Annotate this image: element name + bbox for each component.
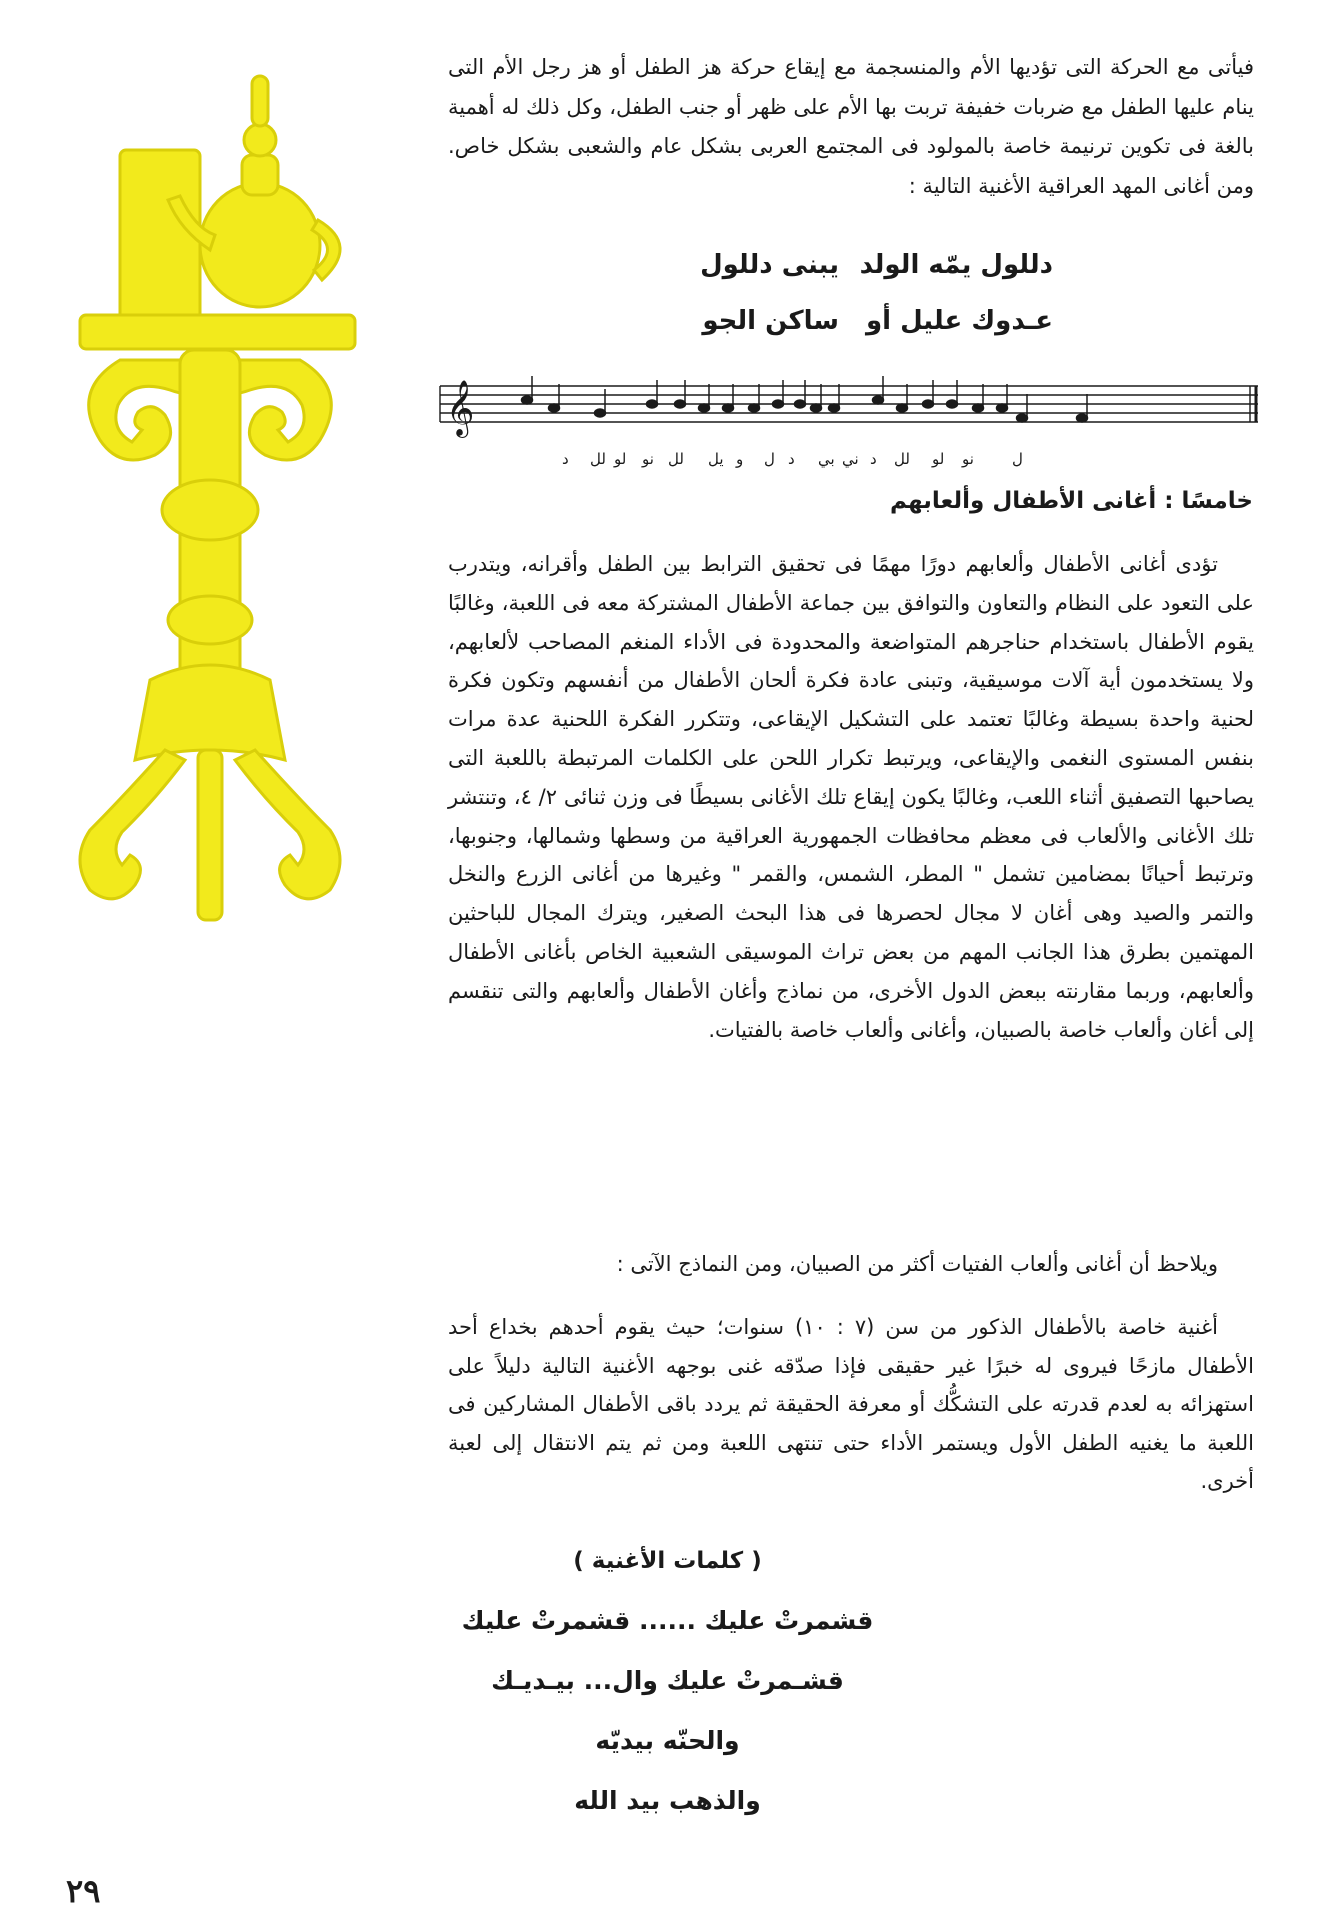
note-head	[947, 400, 958, 408]
ornament-shapes	[80, 76, 355, 920]
notes	[522, 376, 1088, 422]
syllable-label: ل	[1012, 450, 1023, 468]
note-head	[723, 404, 734, 412]
note-head	[595, 409, 606, 417]
lullaby-verse-1a: دللول يمّه الولد	[859, 250, 1053, 280]
note-head	[675, 400, 686, 408]
syllable-label: د	[562, 450, 569, 468]
note-head	[873, 396, 884, 404]
note-paragraph	[448, 1245, 1254, 1285]
note-head	[795, 400, 806, 408]
boys-paragraph	[448, 1308, 1254, 1501]
note-paragraph-text: ويلاحظ أن أغانى وألعاب الفتيات أكثر من الصبيان، ومن النماذج الآتى :	[616, 1252, 1218, 1276]
note-head	[997, 404, 1008, 412]
music-notation	[432, 372, 1262, 472]
syllable-label: لل	[668, 450, 684, 468]
boys-paragraph-text: أغنية خاصة بالأطفال الذكور من سن (٧ : ١٠) سنوات؛ حيث يقوم أحدهم بخداع أحد الأطفال مازحًا فيروى له خبرًا غير حقيقى فإذا صدّقه غنى بوجهه الأغنية التالية دليلاً على استهزائه به لعدم قدرته على التشكُّك أو معرفة الحقيقة ثم يردد باقى الأطفال المشاركين فى اللعبة ما يغنيه الطفل الأول ويستمر الأداء حتى تنتهى اللعبة ومن ثم يتم الانتقال إلى لعبة أخرى.	[448, 1315, 1254, 1494]
lullaby-verse-1b: يبنى دللول	[700, 250, 839, 280]
song-line-2: قشـمرتْ عليك وال... بيـديـك	[491, 1666, 844, 1695]
staff-lines	[440, 386, 1258, 422]
main-paragraph-text: تؤدى أغانى الأطفال وألعابهم دورًا مهمًا فى تحقيق الترابط بين الطفل وأقرانه، ويتدرب على التعود على النظام والتعاون والتوافق بين جماعة الأطفال المشتركة معه فى اللعبة، وغالبًا يقوم الأطفال باستخدام حناجرهم المتواضعة والمحدودة فى الأداء المنغم المصاحب لألعابهم، ولا يستخدمون أية آلات موسيقية، وتبنى عادة فكرة ألحان الأطفال من أنفسهم وتكون فكرة لحنية واحدة بسيطة وغالبًا تعتمد على التشكيل الإيقاعى، وتتكرر الفكرة اللحنية عدة مرات بنفس المستوى النغمى والإيقاعى، ويرتبط تكرار اللحن على الكلمات المرتبطة باللعبة التى يصاحبها التصفيق أثناء اللعب، وغالبًا يكون إيقاع تلك الأغانى بسيطًا فى وزن ثنائى ٢/ ٤، وتنتشر تلك الأغانى والألعاب فى معظم محافظات الجمهورية العراقية من وسطها وشمالها، وجنوبها، وترتبط أحيانًا بمضامين تشمل " المطر، الشمس، والقمر " وغيرها من أغانى الزرع والنخل والتمر والصيد وهى أغان لا مجال لحصرها فى هذا البحث الصغير، ويترك المجال للباحثين المهتمين بطرق هذا الجانب المهم من بعض تراث الموسيقى الشعبية الخاص بأغانى الأطفال وألعابهم، وربما مقارنته ببعض الدول الأخرى، من نماذج وأغان الأطفال وألعابهم والتى تنقسم إلى أغان وألعاب خاصة بالصبيان، وأغانى وألعاب خاصة بالفتيات.	[448, 552, 1254, 1042]
main-paragraph	[448, 545, 1254, 1049]
note-head	[1017, 414, 1028, 422]
syllable-label: لل	[894, 450, 910, 468]
ornament-stand-icon	[60, 60, 360, 940]
lullaby-verse-2b: ساكن الجو	[702, 306, 839, 336]
note-head	[749, 404, 760, 412]
note-head	[811, 404, 822, 412]
note-head	[897, 404, 908, 412]
section-heading: خامسًا : أغانى الأطفال وألعابهم	[890, 488, 1253, 514]
syllable-label: لو	[932, 450, 945, 468]
note-head	[549, 404, 560, 412]
song-title: ( كلمات الأغنية )	[573, 1548, 762, 1574]
syllables	[562, 450, 1023, 469]
treble-clef-icon: 𝄞	[446, 380, 475, 436]
syllable-label: بي	[818, 450, 835, 468]
syllable-label: ني	[842, 450, 859, 468]
note-head	[829, 404, 840, 412]
lullaby-verse-2a: عـدوك عليل أو	[865, 306, 1053, 336]
syllable-label: لو	[614, 450, 627, 468]
intro-paragraph: فيأتى مع الحركة التى تؤديها الأم والمنسجمة مع إيقاع حركة هز الطفل أو هز رجل الأم التى ينام عليها الطفل مع ضربات خفيفة تربت بها الأم على ظهر أو جنب الطفل، وكل ذلك له أهمية بالغة فى تكوين ترنيمة خاصة بالمولود فى المجتمع العربى بشكل عام والشعبى بشكل خاص. ومن أغانى المهد العراقية الأغنية التالية :	[448, 55, 1254, 198]
syllable-label: ل	[764, 450, 775, 468]
note-head	[773, 400, 784, 408]
note-head	[699, 404, 710, 412]
syllable-label: نو	[962, 450, 974, 468]
syllable-label: لل	[590, 450, 606, 468]
page-number: ٢٩	[66, 1872, 101, 1910]
note-head	[647, 400, 658, 408]
note-head	[973, 404, 984, 412]
song-line-4: والذهب بيد الله	[574, 1786, 761, 1815]
note-head	[522, 396, 533, 404]
song-line-3: والحنّه بيديّه	[595, 1726, 740, 1755]
syllable-label: يل	[708, 450, 724, 468]
syllable-label: نو	[642, 450, 654, 468]
syllable-label: و	[736, 450, 744, 468]
syllable-label: د	[870, 450, 877, 468]
syllable-label: د	[788, 450, 795, 468]
note-head	[1077, 414, 1088, 422]
note-head	[923, 400, 934, 408]
song-line-1: قشمرتْ عليك ...... قشمرتْ عليك	[461, 1606, 874, 1635]
